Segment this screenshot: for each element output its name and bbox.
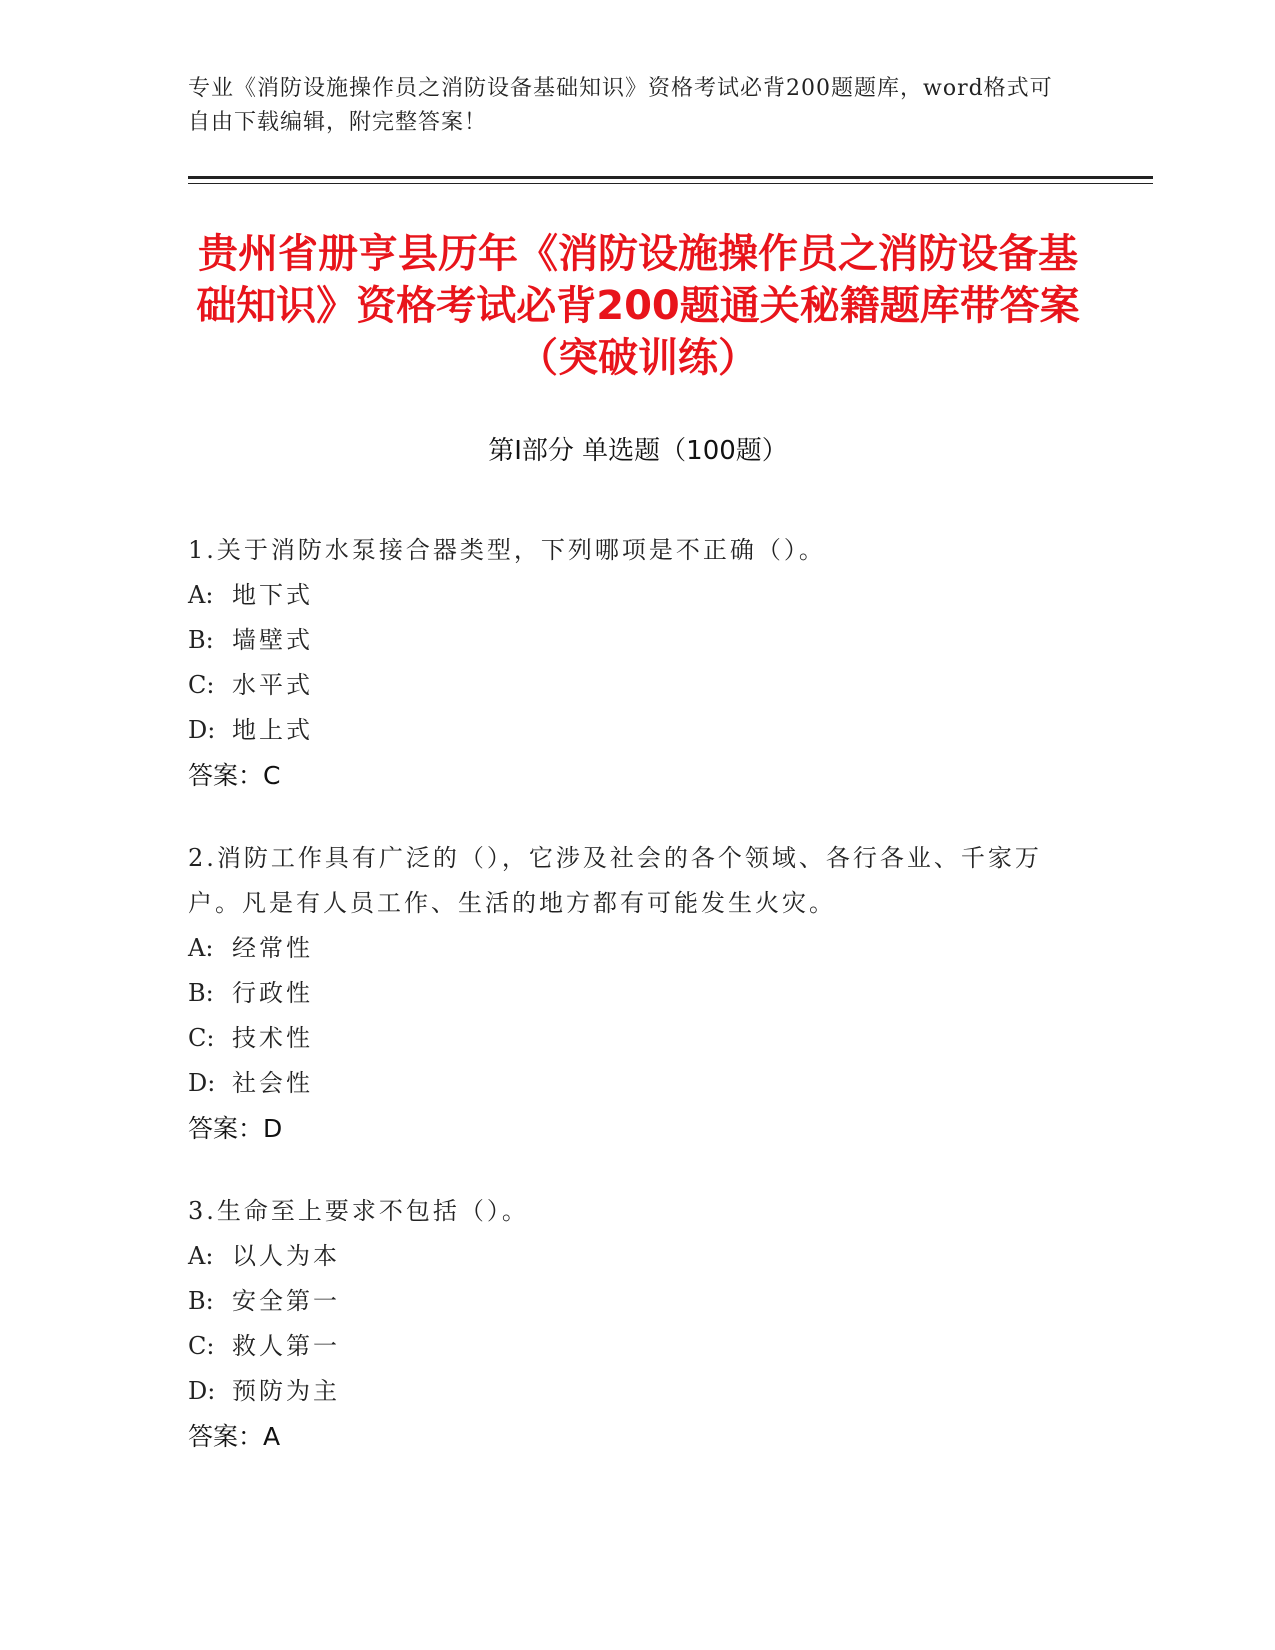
- question-stem: 3.生命至上要求不包括（）。: [188, 1197, 529, 1225]
- header-rule-thick: [188, 176, 1153, 179]
- answer-line: 答案：C: [188, 761, 281, 790]
- question-1: [188, 528, 1068, 798]
- option-d: [188, 1369, 1068, 1414]
- document-title: 贵州省册亨县历年《消防设施操作员之消防设备基础知识》资格考试必背200题通关秘籍题库带答案（突破训练）: [196, 231, 1080, 381]
- option-a: [188, 573, 1068, 618]
- header-note: 专业《消防设施操作员之消防设备基础知识》资格考试必背200题题库，word格式可自由下载编辑，附完整答案！: [188, 76, 1053, 135]
- option-text: 安全第一: [232, 1287, 340, 1315]
- option-text: 救人第一: [232, 1332, 340, 1360]
- option-a: [188, 926, 1068, 971]
- option-letter: C:: [188, 671, 215, 699]
- option-c: [188, 1016, 1068, 1061]
- option-letter: D:: [188, 1069, 216, 1097]
- option-text: 水平式: [232, 671, 313, 699]
- option-text: 地下式: [232, 581, 313, 609]
- option-letter: B:: [188, 626, 214, 654]
- option-d: [188, 1061, 1068, 1106]
- option-text: 技术性: [232, 1024, 313, 1052]
- option-d: [188, 708, 1068, 753]
- option-letter: D:: [188, 716, 216, 744]
- question-2: [188, 836, 1068, 1151]
- option-text: 以人为本: [232, 1242, 340, 1270]
- option-b: [188, 971, 1068, 1016]
- option-letter: D:: [188, 1377, 216, 1405]
- question-stem: 2.消防工作具有广泛的（），它涉及社会的各个领域、各行各业、千家万户。凡是有人员工作、生活的地方都有可能发生火灾。: [188, 844, 1042, 917]
- option-c: [188, 663, 1068, 708]
- option-text: 经常性: [232, 934, 313, 962]
- option-letter: A:: [188, 1242, 214, 1270]
- question-list: [188, 528, 1068, 1497]
- option-text: 地上式: [232, 716, 313, 744]
- option-letter: C:: [188, 1024, 215, 1052]
- option-letter: B:: [188, 1287, 214, 1315]
- answer-line: 答案：D: [188, 1114, 283, 1143]
- option-letter: C:: [188, 1332, 215, 1360]
- header-rule-thin: [188, 183, 1153, 184]
- option-b: [188, 618, 1068, 663]
- option-text: 墙壁式: [232, 626, 313, 654]
- option-text: 预防为主: [232, 1377, 340, 1405]
- question-stem: 1.关于消防水泵接合器类型，下列哪项是不正确（）。: [188, 536, 826, 564]
- question-3: [188, 1189, 1068, 1459]
- option-c: [188, 1324, 1068, 1369]
- section-heading: 第Ⅰ部分 单选题（100题）: [488, 436, 788, 466]
- option-text: 行政性: [232, 979, 313, 1007]
- option-a: [188, 1234, 1068, 1279]
- option-letter: A:: [188, 934, 214, 962]
- option-letter: A:: [188, 581, 214, 609]
- answer-line: 答案：A: [188, 1422, 281, 1451]
- option-letter: B:: [188, 979, 214, 1007]
- option-text: 社会性: [232, 1069, 313, 1097]
- option-b: [188, 1279, 1068, 1324]
